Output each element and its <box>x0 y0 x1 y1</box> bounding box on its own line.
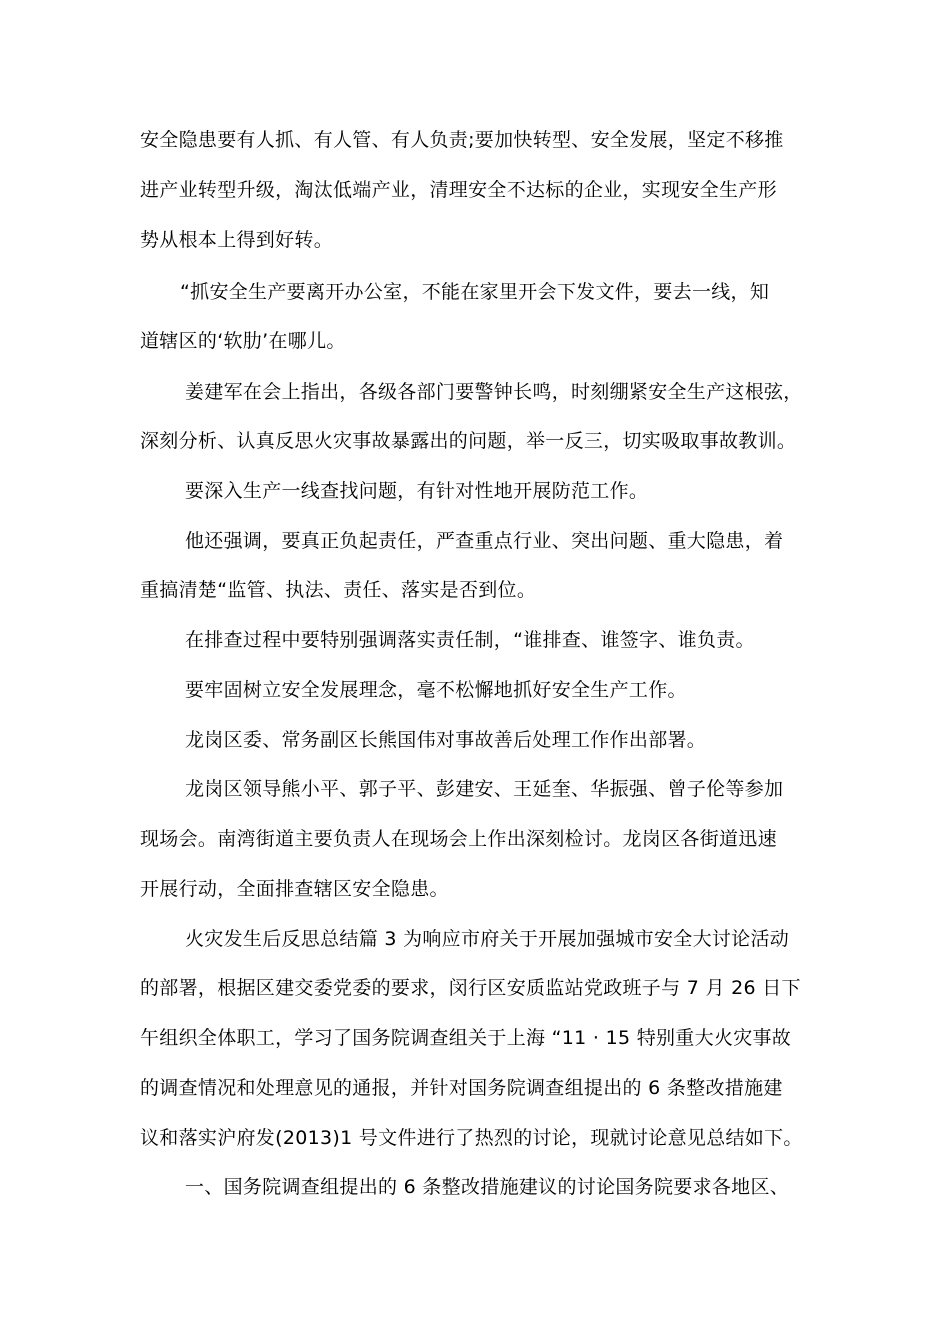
body-text-line: 现场会。南湾街道主要负责人在现场会上作出深刻检讨。龙岗区各街道迅速 <box>140 828 777 850</box>
body-text-line: “抓安全生产要离开办公室，不能在家里开会下发文件，要去一线，知 <box>180 281 770 303</box>
body-text-line: 的调查情况和处理意见的通报，并针对国务院调查组提出的 6 条整改措施建 <box>140 1077 783 1099</box>
body-text-line: 重搞清楚“监管、执法、责任、落实是否到位。 <box>140 579 537 601</box>
body-text-line: 姜建军在会上指出，各级各部门要警钟长鸣，时刻绷紧安全生产这根弦， <box>185 381 803 403</box>
body-text-line: 火灾发生后反思总结篇 3 为响应市府关于开展加强城市安全大讨论活动 <box>185 928 790 950</box>
body-text-line: 道辖区的‘软肋’在哪儿。 <box>140 330 346 352</box>
body-text-line: 要牢固树立安全发展理念，毫不松懈地抓好安全生产工作。 <box>185 679 687 701</box>
body-text-line: 龙岗区领导熊小平、郭子平、彭建安、王延奎、华振强、曾子伦等参加 <box>185 778 784 800</box>
body-text-line: 在排查过程中要特别强调落实责任制，“谁排查、谁签字、谁负责。 <box>185 629 755 651</box>
body-text-line: 势从根本上得到好转。 <box>140 229 334 251</box>
body-text-line: 他还强调，要真正负起责任，严查重点行业、突出问题、重大隐患，着 <box>185 530 784 552</box>
body-text-line: 开展行动，全面排查辖区安全隐患。 <box>140 878 449 900</box>
body-text-line: 午组织全体职工，学习了国务院调查组关于上海 “11 · 15 特别重大火灾事故 <box>140 1027 792 1049</box>
body-text-line: 龙岗区委、常务副区长熊国伟对事故善后处理工作作出部署。 <box>185 729 707 751</box>
body-text-line: 安全隐患要有人抓、有人管、有人负责;要加快转型、安全发展，坚定不移推 <box>140 129 784 151</box>
body-text-line: 深刻分析、认真反思火灾事故暴露出的问题，举一反三，切实吸取事故教训。 <box>140 430 797 452</box>
body-text-line: 进产业转型升级，淘汰低端产业，清理安全不达标的企业，实现安全生产形 <box>140 179 777 201</box>
body-text-line: 一、国务院调查组提出的 6 条整改措施建议的讨论国务院要求各地区、 <box>185 1176 790 1198</box>
body-text-line: 的部署，根据区建交委党委的要求，闵行区安质监站党政班子与 7 月 26 日下 <box>140 977 801 999</box>
body-text-line: 要深入生产一线查找问题，有针对性地开展防范工作。 <box>185 480 649 502</box>
body-text-line: 议和落实沪府发(2013)1 号文件进行了热烈的讨论，现就讨论意见总结如下。 <box>140 1127 803 1149</box>
